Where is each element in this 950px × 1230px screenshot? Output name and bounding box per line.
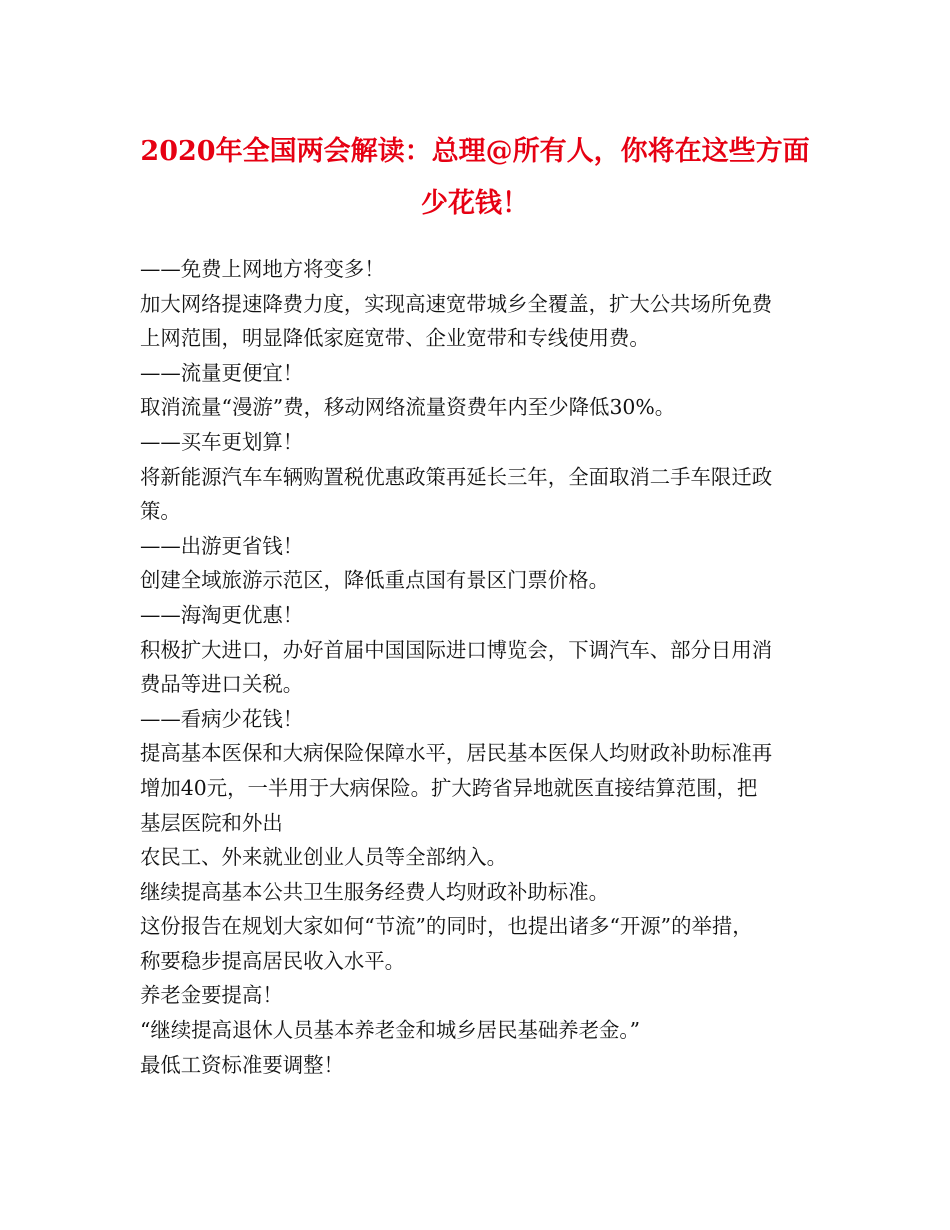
paragraph-line: 上网范围，明显降低家庭宽带、企业宽带和专线使用费。 <box>140 326 650 351</box>
section-heading-import: ——海淘更优惠！ <box>140 602 304 627</box>
paragraph-line: 费品等进口关税。 <box>140 672 304 697</box>
paragraph-line: 加大网络提速降费力度，实现高速宽带城乡全覆盖，扩大公共场所免费 <box>140 291 773 316</box>
section-heading-car-purchase: ——买车更划算！ <box>140 429 304 454</box>
section-heading-minimum-wage: 最低工资标准要调整！ <box>140 1052 344 1077</box>
title-line: 少花钱！ <box>421 188 529 219</box>
paragraph-line: 增加40元，一半用于大病保险。扩大跨省异地就医直接结算范围，把 <box>140 775 758 800</box>
paragraph-line: 继续提高基本公共卫生服务经费人均财政补助标准。 <box>140 879 609 904</box>
quote-line: “继续提高退休人员基本养老金和城乡居民基础养老金。” <box>140 1018 641 1043</box>
section-heading-pension: 养老金要提高！ <box>140 983 283 1008</box>
section-heading-medical: ——看病少花钱！ <box>140 706 304 731</box>
paragraph-line: 将新能源汽车车辆购置税优惠政策再延长三年，全面取消二手车限迁政 <box>140 464 773 489</box>
paragraph-line: 这份报告在规划大家如何“节流”的同时，也提出诸多“开源”的举措， <box>140 914 753 939</box>
paragraph-line: 称要稳步提高居民收入水平。 <box>140 948 406 973</box>
paragraph-line: 创建全域旅游示范区，降低重点国有景区门票价格。 <box>140 568 609 593</box>
document-body <box>140 252 830 1082</box>
section-heading-data-cheaper: ——流量更便宜！ <box>140 360 304 385</box>
paragraph-line: 基层医院和外出 <box>140 810 283 835</box>
paragraph-line: 积极扩大进口，办好首届中国国际进口博览会，下调汽车、部分日用消 <box>140 637 773 662</box>
paragraph-line: 提高基本医保和大病保险保障水平，居民基本医保人均财政补助标准再 <box>140 741 773 766</box>
paragraph-line: 农民工、外来就业创业人员等全部纳入。 <box>140 845 508 870</box>
paragraph-line: 策。 <box>140 499 181 524</box>
paragraph-line: 取消流量“漫游”费，移动网络流量资费年内至少降低30%。 <box>140 395 676 420</box>
section-heading-free-internet: ——免费上网地方将变多！ <box>140 257 385 281</box>
section-heading-travel: ——出游更省钱！ <box>140 533 304 558</box>
title-line: 2020年全国两会解读：总理@所有人，你将在这些方面 <box>140 136 810 167</box>
document-title <box>120 126 830 230</box>
